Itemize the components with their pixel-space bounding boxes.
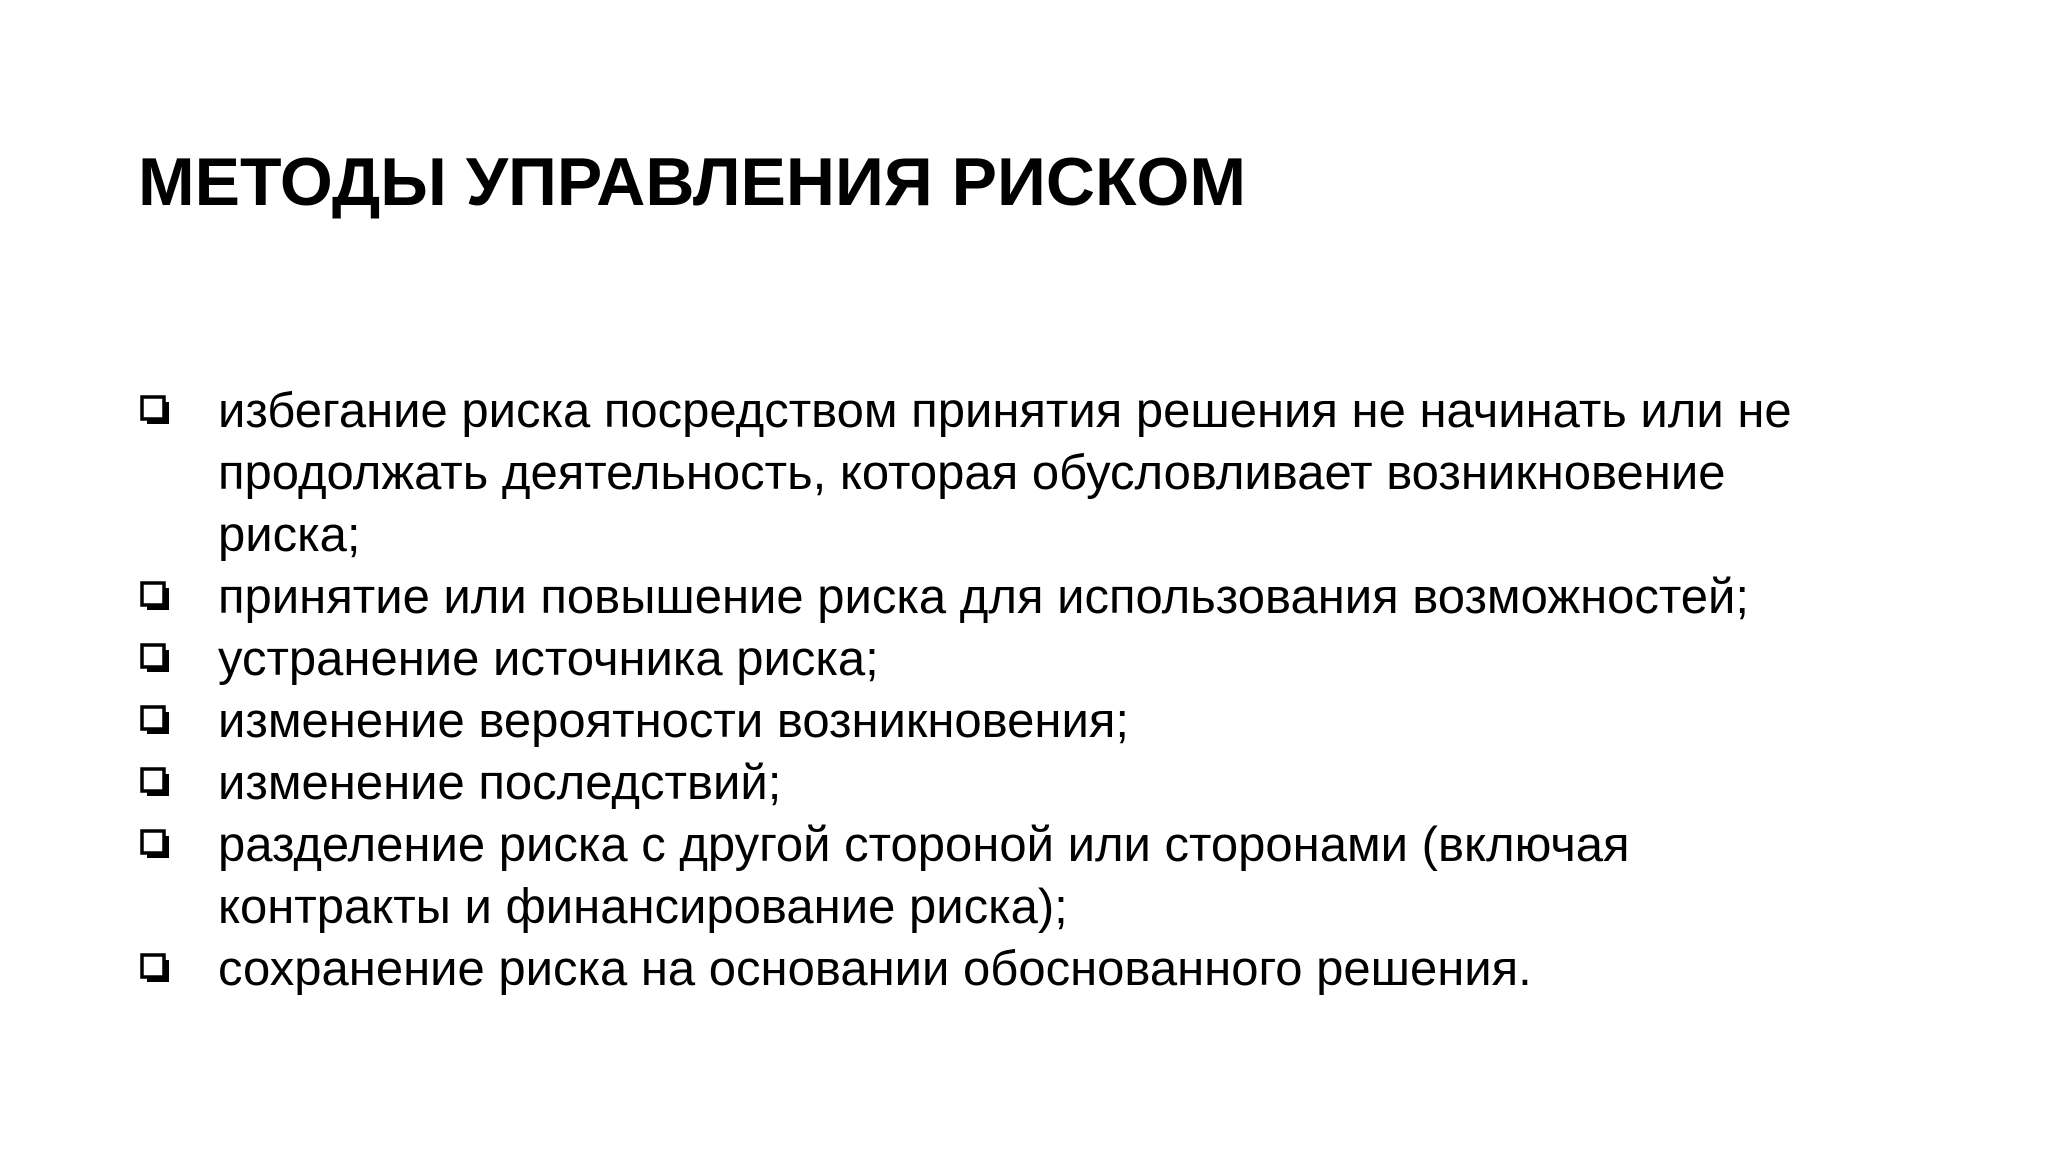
bullet-line: продолжать деятельность, которая обусловливает возникновение xyxy=(218,446,1726,500)
bullet-line: устранение источника риска; xyxy=(218,632,879,686)
bullet-line: сохранение риска на основании обоснованного решения. xyxy=(218,942,1532,996)
list-item xyxy=(138,380,1938,566)
square-checkbox-icon xyxy=(140,767,172,799)
bullet-line: разделение риска с другой стороной или сторонами (включая xyxy=(218,818,1630,872)
square-checkbox-icon xyxy=(140,643,172,675)
list-item xyxy=(138,814,1938,938)
bullet-line: риска; xyxy=(218,508,361,562)
list-item xyxy=(138,690,1938,752)
square-checkbox-icon xyxy=(140,395,172,427)
list-item xyxy=(138,752,1938,814)
bullet-line: принятие или повышение риска для использования возможностей; xyxy=(218,570,1750,624)
bullet-line: изменение вероятности возникновения; xyxy=(218,694,1129,748)
square-checkbox-icon xyxy=(140,705,172,737)
square-checkbox-icon xyxy=(140,953,172,985)
bullet-line: избегание риска посредством принятия решения не начинать или не xyxy=(218,384,1792,438)
square-checkbox-icon xyxy=(140,829,172,861)
slide-title: МЕТОДЫ УПРАВЛЕНИЯ РИСКОМ xyxy=(138,144,1247,220)
square-checkbox-icon xyxy=(140,581,172,613)
list-item xyxy=(138,938,1938,1000)
list-item xyxy=(138,628,1938,690)
bullet-line: контракты и финансирование риска); xyxy=(218,880,1068,934)
bullet-line: изменение последствий; xyxy=(218,756,782,810)
list-item xyxy=(138,566,1938,628)
bullet-list xyxy=(138,380,1938,1000)
